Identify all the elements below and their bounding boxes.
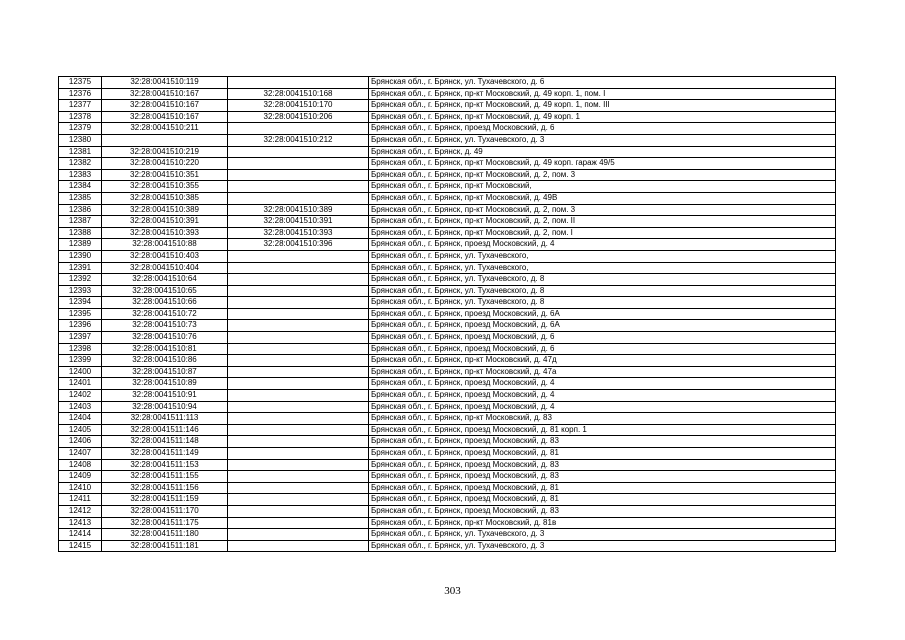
table-row xyxy=(59,134,836,146)
cadastral-number-cell: 32:28:0041510:167 xyxy=(102,100,228,112)
row-number-cell: 12387 xyxy=(59,216,102,228)
address-cell: Брянская обл., г. Брянск, проезд Московский, д. 83 xyxy=(369,436,836,448)
related-cadastral-number-cell xyxy=(228,77,369,89)
address-cell: Брянская обл., г. Брянск, проезд Московский, д. 83 xyxy=(369,471,836,483)
row-number-cell: 12415 xyxy=(59,540,102,552)
related-cadastral-number-cell xyxy=(228,540,369,552)
related-cadastral-number-cell xyxy=(228,123,369,135)
table-row xyxy=(59,77,836,89)
cadastral-number-cell: 32:28:0041510:119 xyxy=(102,77,228,89)
row-number-cell: 12376 xyxy=(59,88,102,100)
row-number-cell: 12389 xyxy=(59,239,102,251)
table-row xyxy=(59,169,836,181)
table-row xyxy=(59,401,836,413)
table-row xyxy=(59,262,836,274)
table-row xyxy=(59,343,836,355)
address-cell: Брянская обл., г. Брянск, пр-кт Московский, д. 2, пом. 3 xyxy=(369,169,836,181)
table-row xyxy=(59,111,836,123)
cadastral-number-cell: 32:28:0041510:86 xyxy=(102,355,228,367)
cadastral-number-cell: 32:28:0041510:81 xyxy=(102,343,228,355)
address-cell: Брянская обл., г. Брянск, проезд Московский, д. 81 xyxy=(369,482,836,494)
address-cell: Брянская обл., г. Брянск, проезд Московский, д. 4 xyxy=(369,239,836,251)
registry-table xyxy=(58,76,836,552)
related-cadastral-number-cell xyxy=(228,517,369,529)
related-cadastral-number-cell xyxy=(228,332,369,344)
cadastral-number-cell: 32:28:0041510:219 xyxy=(102,146,228,158)
row-number-cell: 12399 xyxy=(59,355,102,367)
address-cell: Брянская обл., г. Брянск, ул. Тухачевского, д. 8 xyxy=(369,274,836,286)
row-number-cell: 12405 xyxy=(59,424,102,436)
row-number-cell: 12393 xyxy=(59,285,102,297)
cadastral-number-cell: 32:28:0041510:87 xyxy=(102,366,228,378)
cadastral-number-cell: 32:28:0041511:175 xyxy=(102,517,228,529)
cadastral-number-cell: 32:28:0041511:153 xyxy=(102,459,228,471)
cadastral-number-cell: 32:28:0041510:220 xyxy=(102,158,228,170)
address-cell: Брянская обл., г. Брянск, ул. Тухачевского, xyxy=(369,262,836,274)
cadastral-number-cell: 32:28:0041510:65 xyxy=(102,285,228,297)
table-row xyxy=(59,540,836,552)
address-cell: Брянская обл., г. Брянск, пр-кт Московский, д. 49 корп. гараж 49/5 xyxy=(369,158,836,170)
cadastral-number-cell: 32:28:0041510:389 xyxy=(102,204,228,216)
address-cell: Брянская обл., г. Брянск, пр-кт Московский, xyxy=(369,181,836,193)
related-cadastral-number-cell xyxy=(228,378,369,390)
table-row xyxy=(59,320,836,332)
row-number-cell: 12386 xyxy=(59,204,102,216)
table-row xyxy=(59,505,836,517)
table-row xyxy=(59,459,836,471)
address-cell: Брянская обл., г. Брянск, пр-кт Московский, д. 2, пом. II xyxy=(369,216,836,228)
page-number: 303 xyxy=(444,585,461,597)
address-cell: Брянская обл., г. Брянск, пр-кт Московский, д. 49 корп. 1 xyxy=(369,111,836,123)
cadastral-number-cell: 32:28:0041510:91 xyxy=(102,390,228,402)
row-number-cell: 12412 xyxy=(59,505,102,517)
cadastral-number-cell: 32:28:0041510:393 xyxy=(102,227,228,239)
address-cell: Брянская обл., г. Брянск, ул. Тухачевского, д. 3 xyxy=(369,134,836,146)
cadastral-number-cell: 32:28:0041510:64 xyxy=(102,274,228,286)
related-cadastral-number-cell xyxy=(228,459,369,471)
table-row xyxy=(59,274,836,286)
cadastral-number-cell: 32:28:0041510:385 xyxy=(102,192,228,204)
related-cadastral-number-cell xyxy=(228,297,369,309)
row-number-cell: 12383 xyxy=(59,169,102,181)
related-cadastral-number-cell xyxy=(228,274,369,286)
related-cadastral-number-cell: 32:28:0041510:168 xyxy=(228,88,369,100)
related-cadastral-number-cell: 32:28:0041510:170 xyxy=(228,100,369,112)
table-row xyxy=(59,355,836,367)
table-row xyxy=(59,436,836,448)
row-number-cell: 12384 xyxy=(59,181,102,193)
address-cell: Брянская обл., г. Брянск, ул. Тухачевского, д. 3 xyxy=(369,540,836,552)
table-row xyxy=(59,100,836,112)
row-number-cell: 12377 xyxy=(59,100,102,112)
related-cadastral-number-cell xyxy=(228,401,369,413)
related-cadastral-number-cell xyxy=(228,494,369,506)
row-number-cell: 12375 xyxy=(59,77,102,89)
table-row xyxy=(59,471,836,483)
address-cell: Брянская обл., г. Брянск, проезд Московский, д. 81 корп. 1 xyxy=(369,424,836,436)
address-cell: Брянская обл., г. Брянск, пр-кт Московский, д. 49 корп. 1, пом. III xyxy=(369,100,836,112)
related-cadastral-number-cell: 32:28:0041510:396 xyxy=(228,239,369,251)
row-number-cell: 12396 xyxy=(59,320,102,332)
related-cadastral-number-cell xyxy=(228,158,369,170)
related-cadastral-number-cell xyxy=(228,413,369,425)
related-cadastral-number-cell xyxy=(228,262,369,274)
cadastral-number-cell: 32:28:0041510:88 xyxy=(102,239,228,251)
address-cell: Брянская обл., г. Брянск, пр-кт Московский, д. 49 корп. 1, пом. I xyxy=(369,88,836,100)
row-number-cell: 12404 xyxy=(59,413,102,425)
row-number-cell: 12394 xyxy=(59,297,102,309)
row-number-cell: 12409 xyxy=(59,471,102,483)
address-cell: Брянская обл., г. Брянск, ул. Тухачевского, д. 8 xyxy=(369,297,836,309)
address-cell: Брянская обл., г. Брянск, проезд Московский, д. 6А xyxy=(369,308,836,320)
related-cadastral-number-cell xyxy=(228,482,369,494)
address-cell: Брянская обл., г. Брянск, ул. Тухачевского, д. 6 xyxy=(369,77,836,89)
cadastral-number-cell: 32:28:0041511:180 xyxy=(102,529,228,541)
related-cadastral-number-cell: 32:28:0041510:393 xyxy=(228,227,369,239)
address-cell: Брянская обл., г. Брянск, проезд Московский, д. 81 xyxy=(369,448,836,460)
row-number-cell: 12382 xyxy=(59,158,102,170)
address-cell: Брянская обл., г. Брянск, проезд Московский, д. 4 xyxy=(369,378,836,390)
related-cadastral-number-cell xyxy=(228,250,369,262)
address-cell: Брянская обл., г. Брянск, пр-кт Московский, д. 2, пом. I xyxy=(369,227,836,239)
related-cadastral-number-cell xyxy=(228,169,369,181)
row-number-cell: 12388 xyxy=(59,227,102,239)
registry-table-body xyxy=(59,77,836,552)
address-cell: Брянская обл., г. Брянск, проезд Московский, д. 4 xyxy=(369,401,836,413)
address-cell: Брянская обл., г. Брянск, проезд Московский, д. 4 xyxy=(369,390,836,402)
row-number-cell: 12380 xyxy=(59,134,102,146)
row-number-cell: 12397 xyxy=(59,332,102,344)
table-row xyxy=(59,123,836,135)
cadastral-number-cell: 32:28:0041511:148 xyxy=(102,436,228,448)
row-number-cell: 12391 xyxy=(59,262,102,274)
table-row xyxy=(59,413,836,425)
cadastral-number-cell: 32:28:0041511:156 xyxy=(102,482,228,494)
address-cell: Брянская обл., г. Брянск, пр-кт Московский, д. 47а xyxy=(369,366,836,378)
related-cadastral-number-cell xyxy=(228,308,369,320)
address-cell: Брянская обл., г. Брянск, ул. Тухачевского, д. 3 xyxy=(369,529,836,541)
table-row xyxy=(59,192,836,204)
cadastral-number-cell: 32:28:0041510:66 xyxy=(102,297,228,309)
cadastral-number-cell: 32:28:0041510:391 xyxy=(102,216,228,228)
cadastral-number-cell: 32:28:0041511:181 xyxy=(102,540,228,552)
cadastral-number-cell: 32:28:0041510:72 xyxy=(102,308,228,320)
related-cadastral-number-cell xyxy=(228,343,369,355)
related-cadastral-number-cell: 32:28:0041510:212 xyxy=(228,134,369,146)
row-number-cell: 12413 xyxy=(59,517,102,529)
related-cadastral-number-cell xyxy=(228,505,369,517)
row-number-cell: 12410 xyxy=(59,482,102,494)
table-row xyxy=(59,285,836,297)
cadastral-number-cell: 32:28:0041510:355 xyxy=(102,181,228,193)
cadastral-number-cell: 32:28:0041510:73 xyxy=(102,320,228,332)
table-row xyxy=(59,517,836,529)
related-cadastral-number-cell xyxy=(228,285,369,297)
address-cell: Брянская обл., г. Брянск, пр-кт Московский, д. 49В xyxy=(369,192,836,204)
table-row xyxy=(59,366,836,378)
row-number-cell: 12408 xyxy=(59,459,102,471)
row-number-cell: 12414 xyxy=(59,529,102,541)
related-cadastral-number-cell xyxy=(228,192,369,204)
cadastral-number-cell: 32:28:0041510:167 xyxy=(102,88,228,100)
related-cadastral-number-cell xyxy=(228,390,369,402)
address-cell: Брянская обл., г. Брянск, проезд Московский, д. 6 xyxy=(369,343,836,355)
related-cadastral-number-cell xyxy=(228,436,369,448)
row-number-cell: 12379 xyxy=(59,123,102,135)
table-row xyxy=(59,378,836,390)
address-cell: Брянская обл., г. Брянск, ул. Тухачевского, xyxy=(369,250,836,262)
cadastral-number-cell: 32:28:0041511:155 xyxy=(102,471,228,483)
cadastral-number-cell: 32:28:0041510:211 xyxy=(102,123,228,135)
related-cadastral-number-cell xyxy=(228,181,369,193)
row-number-cell: 12390 xyxy=(59,250,102,262)
table-row xyxy=(59,204,836,216)
table-row xyxy=(59,297,836,309)
row-number-cell: 12395 xyxy=(59,308,102,320)
table-row xyxy=(59,529,836,541)
related-cadastral-number-cell: 32:28:0041510:389 xyxy=(228,204,369,216)
cadastral-number-cell: 32:28:0041511:159 xyxy=(102,494,228,506)
row-number-cell: 12406 xyxy=(59,436,102,448)
cadastral-number-cell: 32:28:0041510:76 xyxy=(102,332,228,344)
row-number-cell: 12401 xyxy=(59,378,102,390)
related-cadastral-number-cell: 32:28:0041510:206 xyxy=(228,111,369,123)
address-cell: Брянская обл., г. Брянск, пр-кт Московский, д. 81в xyxy=(369,517,836,529)
cadastral-number-cell: 32:28:0041510:167 xyxy=(102,111,228,123)
row-number-cell: 12411 xyxy=(59,494,102,506)
table-row xyxy=(59,146,836,158)
related-cadastral-number-cell xyxy=(228,146,369,158)
table-row xyxy=(59,250,836,262)
row-number-cell: 12392 xyxy=(59,274,102,286)
related-cadastral-number-cell xyxy=(228,424,369,436)
table-row xyxy=(59,390,836,402)
row-number-cell: 12385 xyxy=(59,192,102,204)
address-cell: Брянская обл., г. Брянск, ул. Тухачевского, д. 8 xyxy=(369,285,836,297)
cadastral-number-cell: 32:28:0041511:146 xyxy=(102,424,228,436)
row-number-cell: 12407 xyxy=(59,448,102,460)
cadastral-number-cell: 32:28:0041510:404 xyxy=(102,262,228,274)
address-cell: Брянская обл., г. Брянск, пр-кт Московский, д. 83 xyxy=(369,413,836,425)
address-cell: Брянская обл., г. Брянск, пр-кт Московский, д. 47д xyxy=(369,355,836,367)
table-row xyxy=(59,227,836,239)
cadastral-number-cell xyxy=(102,134,228,146)
row-number-cell: 12378 xyxy=(59,111,102,123)
related-cadastral-number-cell xyxy=(228,471,369,483)
address-cell: Брянская обл., г. Брянск, пр-кт Московский, д. 2, пом. 3 xyxy=(369,204,836,216)
address-cell: Брянская обл., г. Брянск, проезд Московский, д. 6 xyxy=(369,332,836,344)
cadastral-number-cell: 32:28:0041510:351 xyxy=(102,169,228,181)
table-row xyxy=(59,308,836,320)
related-cadastral-number-cell xyxy=(228,448,369,460)
cadastral-number-cell: 32:28:0041510:89 xyxy=(102,378,228,390)
related-cadastral-number-cell xyxy=(228,320,369,332)
address-cell: Брянская обл., г. Брянск, проезд Московский, д. 6 xyxy=(369,123,836,135)
cadastral-number-cell: 32:28:0041511:113 xyxy=(102,413,228,425)
row-number-cell: 12402 xyxy=(59,390,102,402)
row-number-cell: 12403 xyxy=(59,401,102,413)
cadastral-number-cell: 32:28:0041511:149 xyxy=(102,448,228,460)
cadastral-number-cell: 32:28:0041510:94 xyxy=(102,401,228,413)
row-number-cell: 12400 xyxy=(59,366,102,378)
address-cell: Брянская обл., г. Брянск, проезд Московский, д. 83 xyxy=(369,505,836,517)
related-cadastral-number-cell: 32:28:0041510:391 xyxy=(228,216,369,228)
address-cell: Брянская обл., г. Брянск, проезд Московский, д. 6А xyxy=(369,320,836,332)
row-number-cell: 12381 xyxy=(59,146,102,158)
table-row xyxy=(59,424,836,436)
table-row xyxy=(59,239,836,251)
address-cell: Брянская обл., г. Брянск, д. 49 xyxy=(369,146,836,158)
related-cadastral-number-cell xyxy=(228,355,369,367)
row-number-cell: 12398 xyxy=(59,343,102,355)
table-row xyxy=(59,181,836,193)
address-cell: Брянская обл., г. Брянск, проезд Московский, д. 83 xyxy=(369,459,836,471)
cadastral-number-cell: 32:28:0041510:403 xyxy=(102,250,228,262)
table-row xyxy=(59,332,836,344)
address-cell: Брянская обл., г. Брянск, проезд Московский, д. 81 xyxy=(369,494,836,506)
related-cadastral-number-cell xyxy=(228,529,369,541)
table-row xyxy=(59,482,836,494)
cadastral-number-cell: 32:28:0041511:170 xyxy=(102,505,228,517)
table-row xyxy=(59,158,836,170)
table-row xyxy=(59,448,836,460)
table-row xyxy=(59,494,836,506)
related-cadastral-number-cell xyxy=(228,366,369,378)
table-row xyxy=(59,88,836,100)
table-row xyxy=(59,216,836,228)
